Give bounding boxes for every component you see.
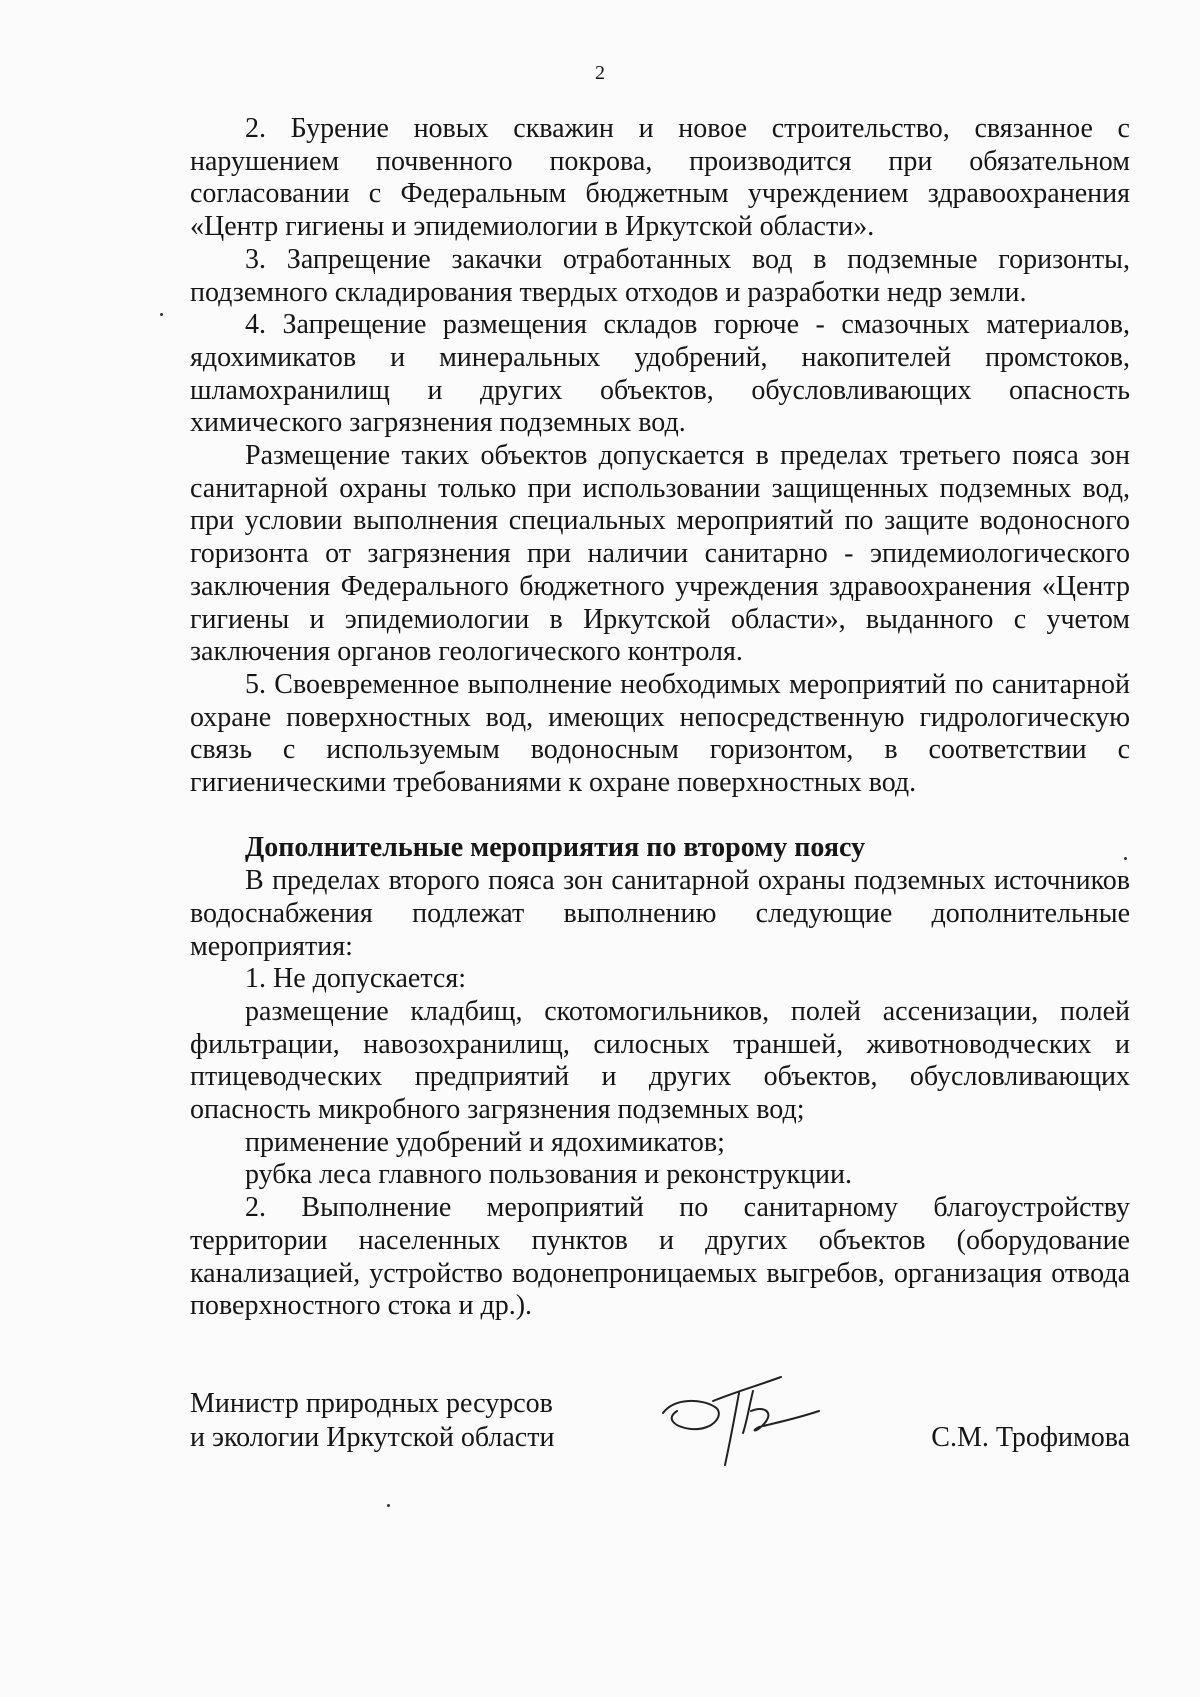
section-item-2: 2. Выполнение мероприятий по санитарному благоустройству территории населенных пунктов и других объектов (оборудование канализацией, устройство водонепроницаемых выгребов, организация отвода поверхностного стока и др.). <box>190 1192 1130 1322</box>
paragraph-item-2: 2. Бурение новых скважин и новое строительство, связанное с нарушением почвенного покрова, производится при обязательном согласовании с Федеральным бюджетным учреждением здравоохранения «Центр гигиены и эпидемиологии в Иркутской области». <box>190 113 1130 243</box>
scan-speck <box>160 313 163 316</box>
section-item-1: 1. Не допускается: <box>245 963 467 995</box>
paragraph-item-3: 3. Запрещение закачки отработанных вод в подземные горизонты, подземного складирования твердых отходов и разработки недр земли. <box>190 243 1130 308</box>
paragraph-item-5: 5. Своевременное выполнение необходимых мероприятий по санитарной охране поверхностных вод, имеющих непосредственную гидрологическую связь с используемым водоносным горизонтом, в соответствии с гигиеническими требованиями к охране поверхностных вод. <box>190 668 1130 799</box>
scan-speck <box>387 1504 390 1507</box>
signer-name: С.М. Трофимова <box>931 1422 1130 1453</box>
section-item-1-list-a: размещение кладбищ, скотомогильников, полей ассенизации, полей фильтрации, навозохранилищ, силосных траншей, животноводческих и птицеводческих предприятий и других объектов, обусловливающих опасность микробного загрязнения подземных вод; <box>190 995 1130 1126</box>
paragraph-placement-conditions: Размещение таких объектов допускается в пределах третьего пояса зон санитарной охраны только при использовании защищенных подземных вод, при условии выполнения специальных мероприятий по защите водоносного горизонта от загрязнения при наличии санитарно - эпидемиологического заключения Федерального бюджетного учреждения здравоохранения «Центр гигиены и эпидемиологии в Иркутской области», выданного с учетом заключения органов геологического контроля. <box>190 440 1130 668</box>
section-heading: Дополнительные мероприятия по второму поясу <box>245 832 866 864</box>
section-intro-paragraph: В пределах второго пояса зон санитарной охраны подземных источников водоснабжения подлежат выполнению следующие дополнительные мероприятия: <box>190 865 1130 962</box>
handwritten-signature <box>655 1371 825 1471</box>
scan-speck <box>1124 857 1127 860</box>
signer-position-line-2: и экологии Иркутской области <box>190 1422 555 1453</box>
section-item-1-list-b: применение удобрений и ядохимикатов; <box>245 1126 725 1158</box>
signer-position-line-1: Министр природных ресурсов <box>190 1388 553 1419</box>
paragraph-item-4: 4. Запрещение размещения складов горюче - смазочных материалов, ядохимикатов и минеральных удобрений, накопителей промстоков, шламохранилищ и других объектов, обусловливающих опасность химического загрязнения подземных вод. <box>190 309 1130 439</box>
signature-block <box>190 1387 1130 1477</box>
signer-position <box>190 1387 554 1455</box>
page-number: 2 <box>595 62 605 84</box>
section-item-1-list-c: рубка леса главного пользования и реконструкции. <box>245 1159 853 1191</box>
document-body <box>190 113 1130 1323</box>
